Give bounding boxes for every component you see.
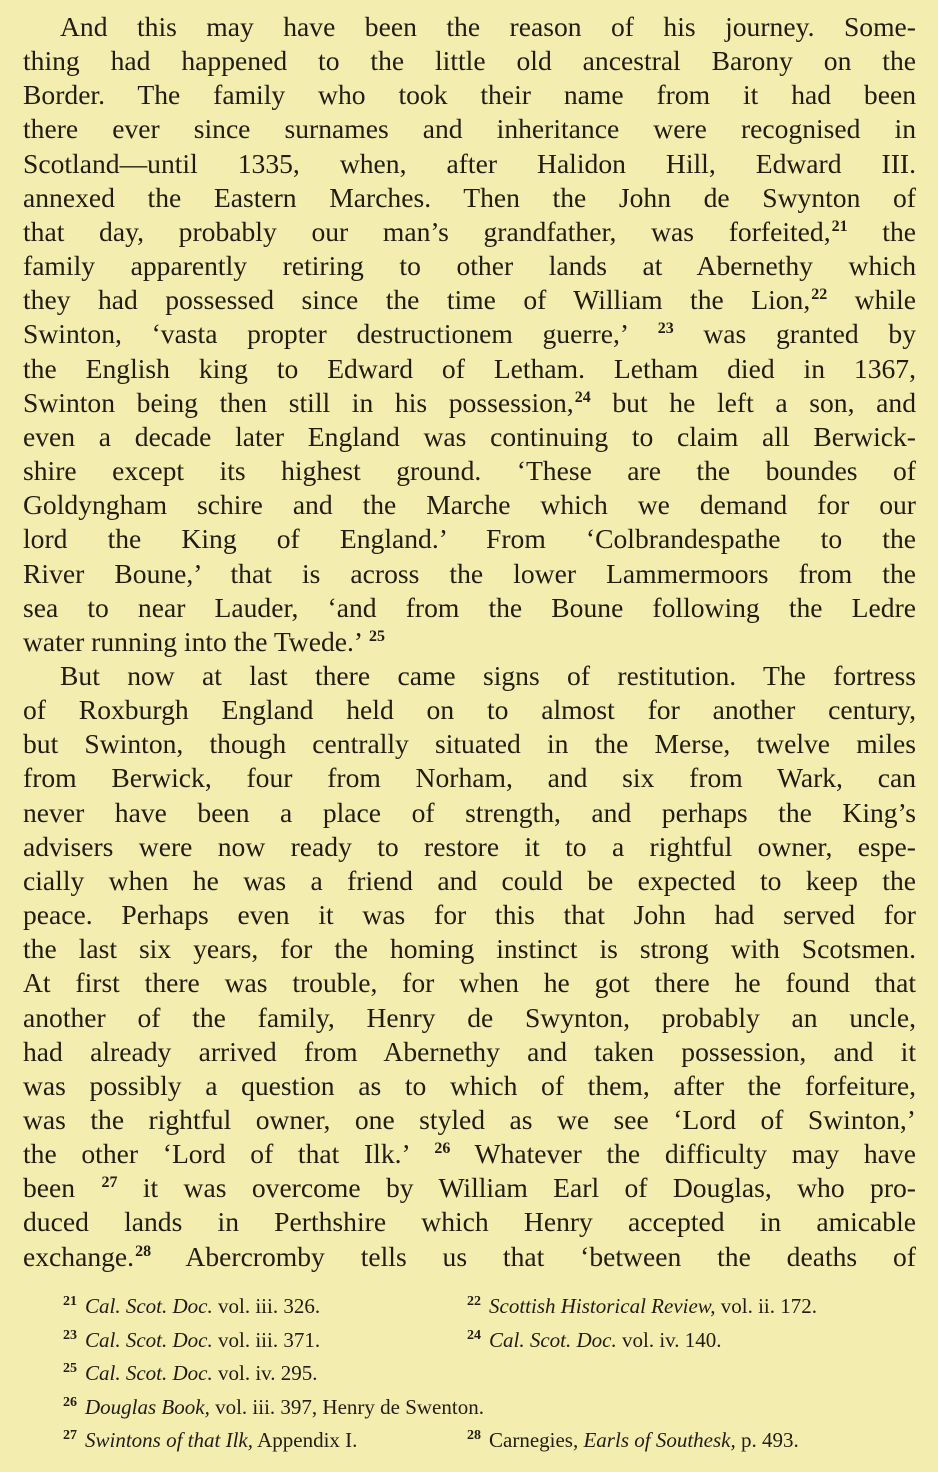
text-run: sea to near Lauder, ‘and from the Boune following the Ledre [23,591,916,623]
footnote [63,1357,318,1391]
text-line [23,898,916,932]
text-run: had already arrived from Abernethy and taken possession, and it [23,1035,916,1067]
text-run: shire except its highest ground. ‘These are the boundes of [23,455,916,487]
text-run: another of the family, Henry de Swynton, probably an uncle, [23,1001,916,1033]
footnote-number: 23 [63,1327,77,1343]
text-line [23,112,916,146]
text-run: At first there was trouble, for when he got there he found that [23,967,916,999]
footnote-source-title: Swintons of that Ilk, [85,1428,253,1452]
text-line [23,454,916,488]
footnote [63,1391,484,1425]
text-run: Border. The family who took their name from it had been [23,79,916,111]
text-line [23,932,916,966]
footnote-ref[interactable]: 22 [811,286,828,304]
text-run: never have been a place of strength, and perhaps the King’s [23,796,916,828]
text-line [23,966,916,1000]
text-run: family apparently retiring to other lands at Abernethy which [23,250,916,282]
text-line [23,1069,916,1103]
footnote-number: 27 [63,1428,77,1443]
text-line [23,488,916,522]
text-run: thing had happened to the little old ancestral Barony on the [23,45,916,77]
text-run: was granted by [673,318,916,350]
text-line [23,78,916,112]
footnote-text: vol. iv. 140. [616,1327,722,1352]
text-run: Abercromby tells us that ‘between the deaths of [151,1240,916,1272]
body-text [23,10,916,1274]
text-line [23,796,916,830]
text-run: peace. Perhaps even it was for this that John had served for [23,899,916,931]
footnote-row [63,1391,923,1425]
text-run: But now at last there came signs of restitution. The fortress [60,659,916,691]
text-line [23,1205,916,1239]
text-line [23,283,916,317]
footnote [467,1424,799,1458]
text-run: there ever since surnames and inheritance were recognised in [23,113,916,145]
text-line [23,727,916,761]
text-run: Swinton, ‘vasta propter destructionem guerre,’ [23,318,657,350]
text-line [23,591,916,625]
footnote-ref[interactable]: 26 [434,1140,451,1158]
text-line [23,522,916,556]
text-line [23,830,916,864]
footnote [63,1424,467,1458]
page [23,10,916,1274]
paragraph [23,659,916,1274]
text-line [23,1137,916,1171]
text-line [23,249,916,283]
text-line [23,1171,916,1205]
footnote-ref[interactable]: 21 [831,217,848,235]
text-run: the English king to Edward of Letham. Letham died in 1367, [23,352,916,384]
footnote [467,1324,722,1358]
text-line [23,864,916,898]
footnote-source-title: Scottish Historical Review, [489,1294,716,1318]
text-run: but he left a son, and [590,386,916,418]
text-line [23,659,916,693]
footnote-row [63,1357,923,1391]
footnote [63,1324,467,1358]
text-run: while [827,284,916,316]
footnote [467,1290,817,1324]
footnote-row [63,1324,923,1358]
footnote-number: 25 [63,1361,77,1376]
text-run: And this may have been the reason of his journey. Some- [60,11,916,42]
text-line [23,352,916,386]
text-line [23,693,916,727]
footnote-ref[interactable]: 27 [101,1174,118,1192]
text-run: cially when he was a friend and could be expected to keep the [23,864,916,896]
footnote-source-title: Cal. Scot. Doc. [85,1361,213,1385]
paragraph [23,10,916,659]
footnote-text: vol. iii. 371. [212,1327,321,1352]
text-run: Swinton being then still in his possession, [23,386,574,418]
text-line [23,44,916,78]
text-run: Whatever the difficulty may have [450,1138,916,1170]
footnote-number: 28 [467,1428,481,1443]
footnote-number: 24 [467,1327,481,1343]
text-run: duced lands in Perthshire which Henry accepted in amicable [23,1206,916,1238]
text-line [23,215,916,249]
text-line [23,420,916,454]
footnote-source-title: Cal. Scot. Doc. [489,1327,617,1352]
footnote-number: 22 [467,1294,481,1309]
text-run: it was overcome by William Earl of Douglas, who pro- [117,1172,916,1204]
text-run: that day, probably our man’s grandfather, was forfeited, [23,215,831,247]
footnote-text: vol. iv. 295. [212,1361,318,1385]
footnote-text: vol. iii. 326. [212,1294,321,1318]
text-run: the last six years, for the homing instinct is strong with Scotsmen. [23,933,916,965]
text-line [23,1240,916,1274]
text-line [23,317,916,351]
text-run: of Roxburgh England held on to almost for another century, [23,694,916,726]
text-line [23,10,916,44]
footnote-source-title: Cal. Scot. Doc. [85,1327,213,1352]
text-run: Scotland—until 1335, when, after Halidon Hill, Edward III. [23,147,916,179]
footnote-row [63,1424,923,1458]
footnote-text: vol. ii. 172. [715,1294,818,1318]
footnote [63,1290,467,1324]
text-run: River Boune,’ that is across the lower Lammermoors from the [23,557,916,589]
footnote-ref[interactable]: 25 [368,627,385,645]
text-run: water running into the Twede.’ [23,625,368,657]
text-line [23,181,916,215]
footnote-text: p. 493. [735,1428,799,1452]
text-line [23,625,916,659]
text-line [23,1035,916,1069]
text-run: been [23,1172,101,1204]
text-run: was possibly a question as to which of them, after the forfeiture, [23,1069,916,1101]
text-run: exchange. [23,1240,135,1272]
text-run: the other ‘Lord of that Ilk.’ [23,1138,434,1170]
footnote-ref[interactable]: 23 [657,320,674,338]
text-run: but Swinton, though centrally situated in the Merse, twelve miles [23,728,916,760]
footnote-source-title: Cal. Scot. Doc. [85,1294,213,1318]
footnote-text: Carnegies, [489,1428,584,1452]
text-run: was the rightful owner, one styled as we see ‘Lord of Swinton,’ [23,1104,916,1135]
text-line [23,761,916,795]
footnote-row [63,1290,923,1324]
footnote-ref[interactable]: 24 [574,388,591,406]
footnote-source-title: Earls of Southesk, [583,1428,736,1452]
footnote-ref[interactable]: 28 [135,1242,152,1260]
footnote-text: Appendix I. [253,1428,358,1452]
footnotes [63,1290,923,1458]
text-run: advisers were now ready to restore it to a rightful owner, espe- [23,830,916,862]
footnote-number: 26 [63,1394,77,1410]
footnote-source-title: Douglas Book, [85,1394,210,1419]
text-run: the [847,215,916,247]
text-run: they had possessed since the time of William the Lion, [23,284,811,316]
text-run: lord the King of England.’ From ‘Colbrandespathe to the [23,523,916,555]
text-line [23,557,916,591]
text-run: annexed the Eastern Marches. Then the John de Swynton of [23,181,916,213]
text-line [23,1001,916,1035]
text-run: even a decade later England was continuing to claim all Berwick- [23,420,916,452]
footnote-number: 21 [63,1294,77,1309]
text-line [23,1103,916,1137]
text-line [23,147,916,181]
text-run: Goldyngham schire and the Marche which we demand for our [23,489,916,521]
text-run: from Berwick, four from Norham, and six from Wark, can [23,762,916,794]
text-line [23,386,916,420]
footnote-text: vol. iii. 397, Henry de Swenton. [209,1394,484,1419]
